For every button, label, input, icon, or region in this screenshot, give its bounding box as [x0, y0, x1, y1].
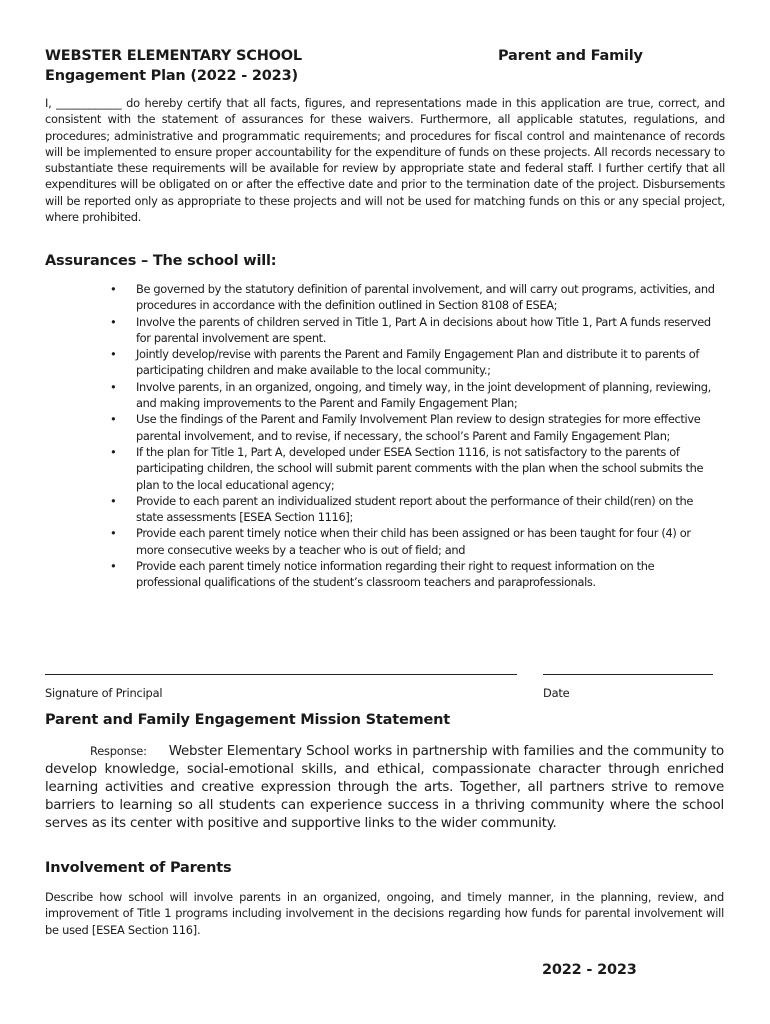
signature-label: Signature of Principal	[45, 686, 163, 700]
signature-line[interactable]	[45, 674, 517, 675]
list-item	[110, 444, 722, 493]
response-label: Response:	[90, 744, 147, 758]
list-item	[110, 314, 722, 347]
assurance-text: Provide to each parent an individualized student report about the performance of their child(ren) on the state assessments [ESEA Section 1116];	[136, 493, 694, 525]
assurance-text: If the plan for Title 1, Part A, developed under ESEA Section 1116, is not satisfactory to the parents of participating children, the school will submit parent comments with the plan when the school submits the plan to the local educational agency;	[136, 444, 704, 492]
list-item	[110, 525, 722, 558]
list-item	[110, 411, 722, 444]
bullet-icon: •	[110, 526, 117, 541]
involvement-heading: Involvement of Parents	[45, 860, 232, 876]
list-item	[110, 379, 722, 412]
assurance-text: Provide each parent timely notice when their child has been assigned or has been taught for four (4) or more consecutive weeks by a teacher who is out of field; and	[136, 526, 691, 557]
mission-text: Webster Elementary School works in partnership with families and the community to develop knowledge, social-emotional skills, and ethical, compassionate character through enriched learning activities and creative expression through the arts. Together, all partners strive to remove barriers to learning so all students can experience success in a thriving community where the school serves as its center with positive and supportive links to the wider community.	[45, 744, 724, 831]
bullet-icon: •	[110, 559, 117, 574]
footer-year: 2022 - 2023	[542, 962, 637, 978]
list-item	[110, 558, 722, 591]
assurance-text: Use the findings of the Parent and Family Involvement Plan review to design strategies for more effective parental involvement, and to revise, if necessary, the school’s Parent and Family Engagement Plan;	[136, 412, 701, 443]
certification-paragraph: I, ____________ do hereby certify that all facts, figures, and representations made in this application are true, correct, and consistent with the statement of assurances for these waivers. Furthermore, all applicable statutes, regulations, and procedures; administrative and programmatic requirements; and procedures for fiscal control and maintenance of records will be implemented to ensure proper accountability for the expenditure of funds on these projects. All records necessary to substantiate these requirements will be available for review by appropriate state and federal staff. I further certify that all expenditures will be obligated on or after the effective date and prior to the termination date of the project. Disbursements will be reported only as appropriate to these projects and will not be used for matching funds on this or any special project, where prohibited.	[45, 96, 725, 225]
assurances-list	[110, 281, 722, 591]
bullet-icon: •	[110, 412, 117, 427]
school-name: WEBSTER ELEMENTARY SCHOOL	[45, 48, 302, 64]
assurance-text: Be governed by the statutory definition of parental involvement, and will carry out programs, activities, and procedures in accordance with the definition outlined in Section 8108 of ESEA;	[136, 282, 715, 313]
bullet-icon: •	[110, 379, 117, 394]
list-item	[110, 281, 722, 314]
date-line[interactable]	[543, 674, 713, 675]
bullet-icon: •	[110, 444, 117, 459]
list-item	[110, 346, 722, 379]
assurance-text: Jointly develop/revise with parents the Parent and Family Engagement Plan and distribute it to parents of participating children and make available to the local community.;	[136, 347, 699, 378]
assurance-text: Provide each parent timely notice information regarding their right to request information on the professional qualifications of the student’s classroom teachers and paraprofessionals.	[136, 559, 655, 590]
assurance-text: Involve parents, in an organized, ongoing, and timely way, in the joint development of planning, reviewing, and making improvements to the Parent and Family Engagement Plan;	[136, 379, 711, 411]
list-item	[110, 493, 722, 526]
mission-paragraph	[45, 742, 724, 833]
mission-heading: Parent and Family Engagement Mission Statement	[45, 712, 450, 728]
bullet-icon: •	[110, 493, 117, 508]
date-label: Date	[543, 686, 570, 700]
plan-title-line2: Engagement Plan (2022 - 2023)	[45, 68, 298, 84]
involvement-paragraph: Describe how school will involve parents in an organized, ongoing, and timely manner, in the planning, review, and improvement of Title 1 programs including involvement in the decisions regarding how funds for parental involvement will be used [ESEA Section 116].	[45, 890, 724, 937]
plan-title-right: Parent and Family	[498, 48, 643, 64]
assurance-text: Involve the parents of children served in Title 1, Part A in decisions about how Title 1, Part A funds reserved for parental involvement are spent.	[136, 314, 711, 345]
bullet-icon: •	[110, 347, 117, 362]
assurances-heading: Assurances – The school will:	[45, 253, 277, 269]
bullet-icon: •	[110, 282, 117, 296]
bullet-icon: •	[110, 314, 117, 329]
